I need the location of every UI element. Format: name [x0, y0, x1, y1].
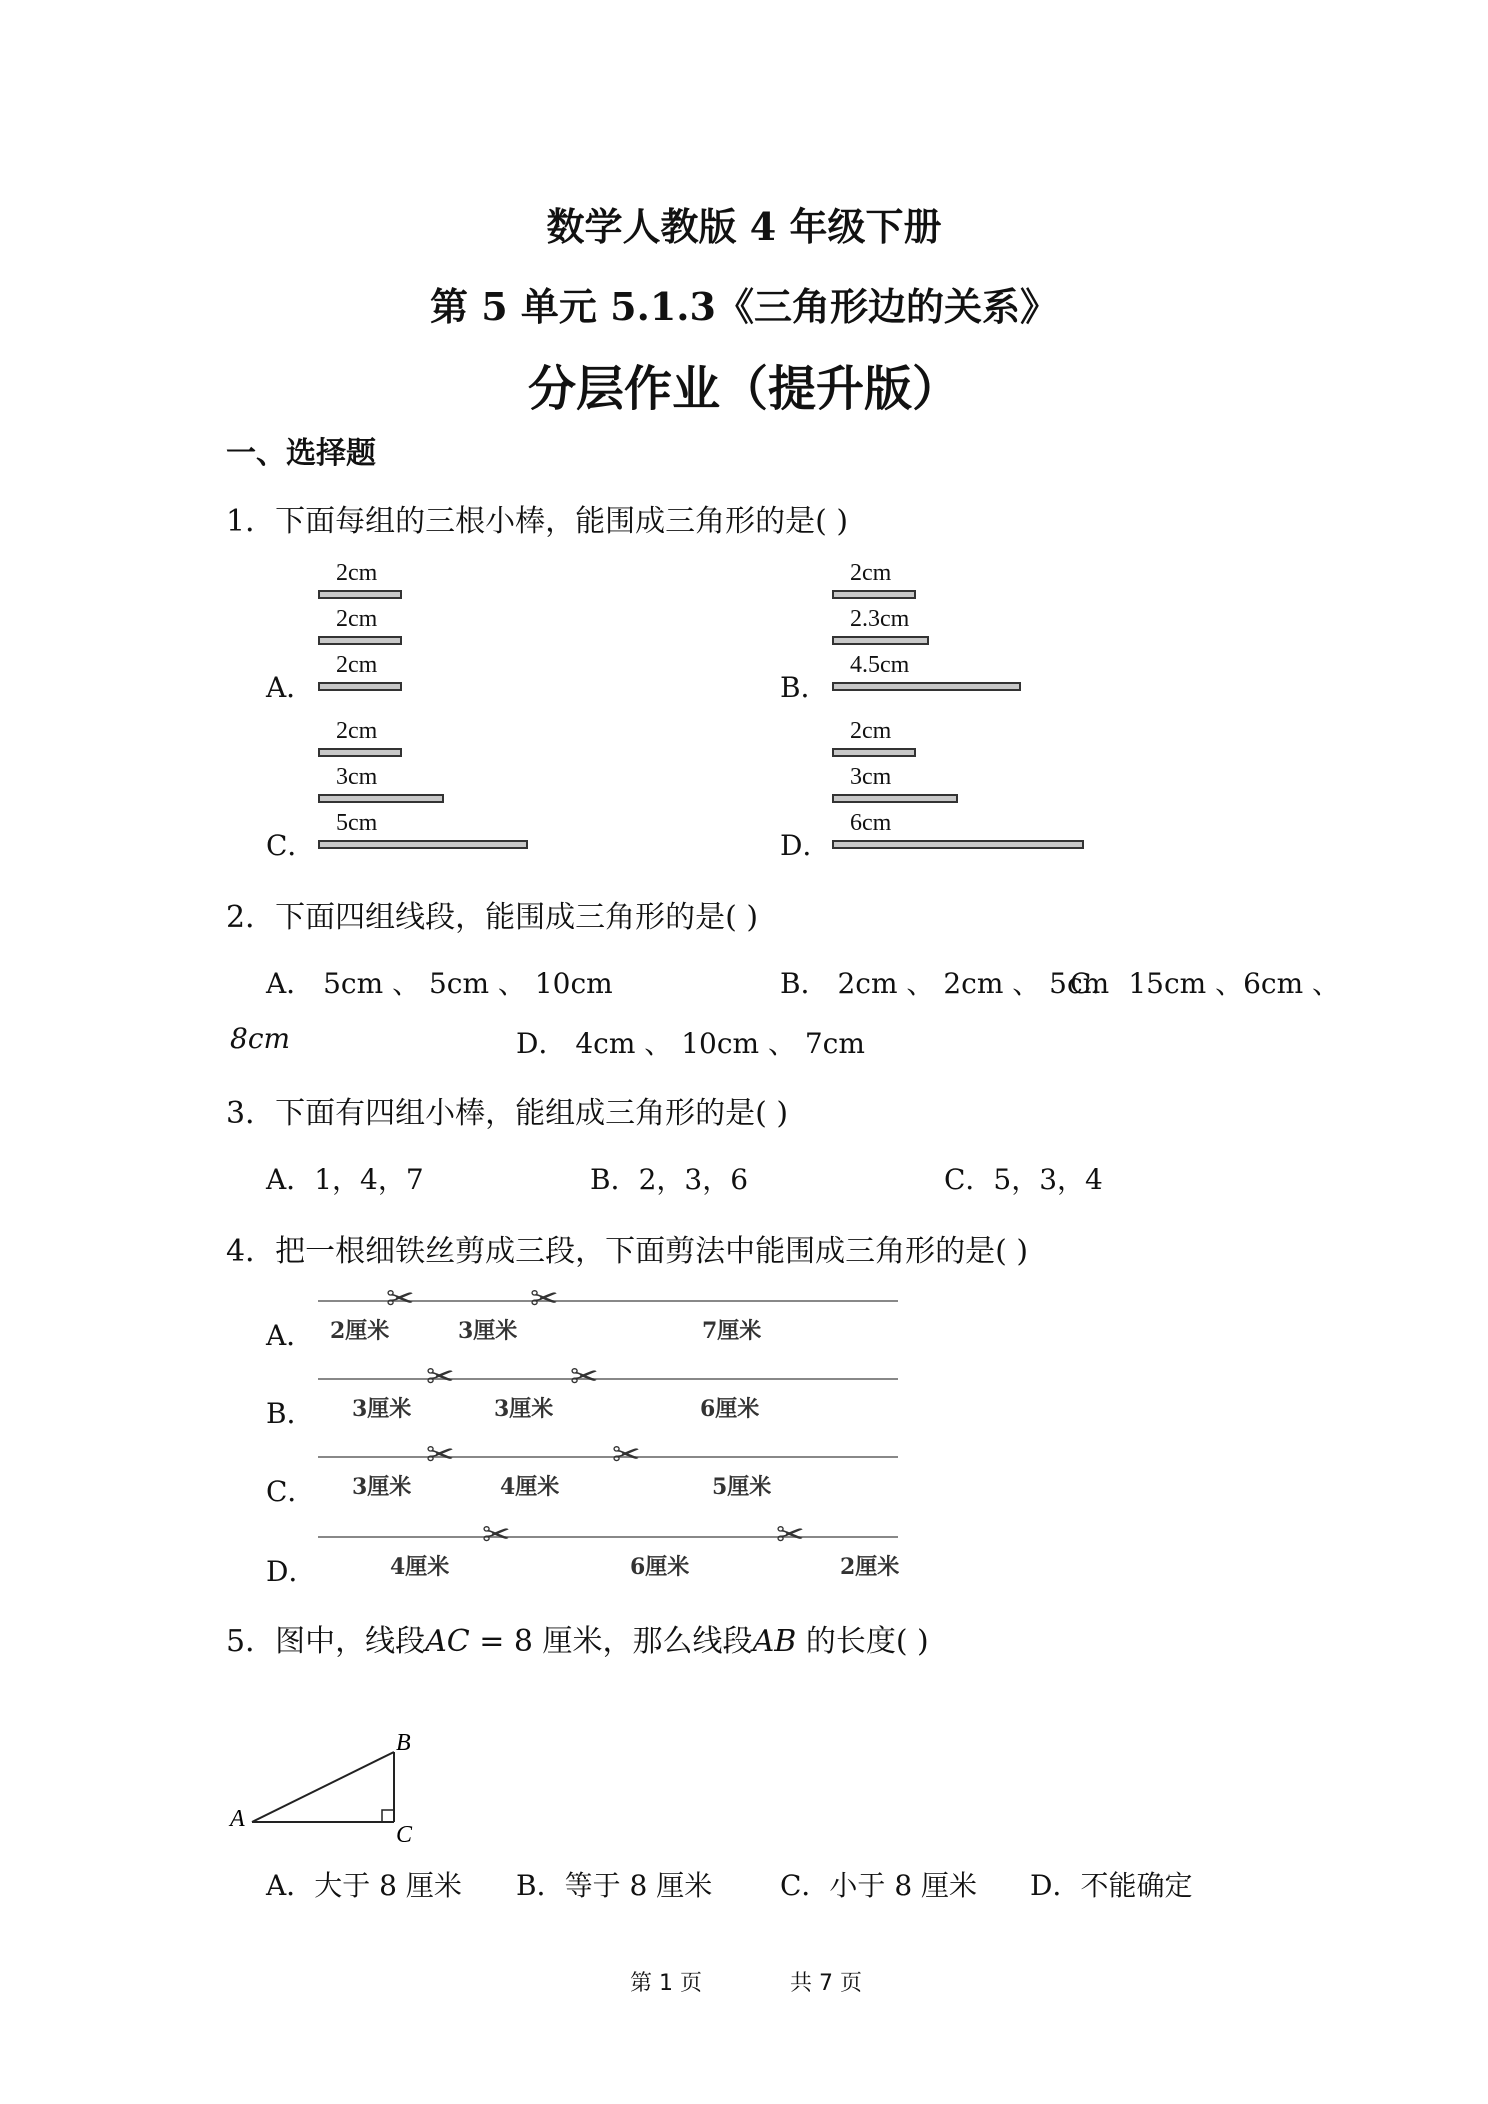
q4-segment-label: 5厘米: [712, 1474, 772, 1500]
q1-stick: [832, 682, 1021, 691]
title-line3: 分层作业（提升版）: [527, 361, 960, 417]
q5-stem-mid: = 8 厘米，那么线段: [469, 1624, 753, 1659]
q4-segment-label: 4厘米: [500, 1474, 560, 1500]
q4-option-letter: D．: [266, 1555, 317, 1588]
q1-stick: [318, 682, 402, 691]
q1-option-letter: B．: [780, 671, 829, 704]
q5-stem-ab: AB: [752, 1624, 797, 1659]
q1-stick-label: 3cm: [336, 764, 378, 790]
q2-option-a: A． 5cm 、 5cm 、 10cm: [266, 967, 613, 1000]
scissors-icon: ✂: [612, 1435, 641, 1475]
q1-stick: [832, 590, 916, 599]
q1-stick: [832, 748, 916, 757]
q4-option-letter: A．: [266, 1319, 315, 1352]
q4-segment-label: 3厘米: [458, 1318, 518, 1344]
q2-stem: 2．下面四组线段，能围成三角形的是( ): [226, 900, 759, 935]
q4-wire-line: [318, 1378, 898, 1380]
q5-stem: [226, 1616, 929, 1660]
q1-stick-label: 6cm: [850, 810, 892, 836]
q1-stick: [832, 840, 1084, 849]
q3-option-b: B．2，3，6: [590, 1163, 749, 1196]
q4-option-letter: C．: [266, 1475, 316, 1508]
q1-stick-label: 2cm: [336, 560, 378, 586]
q4-segment-label: 3厘米: [352, 1396, 412, 1422]
q5-label-c: C: [396, 1822, 413, 1848]
q1-stick: [318, 840, 528, 849]
q3-stem: 3．下面有四组小棒，能组成三角形的是( ): [226, 1096, 789, 1131]
q4-segment-label: 2厘米: [840, 1554, 900, 1580]
q4-wire-line: [318, 1456, 898, 1458]
q1-stem: 1．下面每组的三根小棒，能围成三角形的是( ): [226, 504, 849, 539]
scissors-icon: ✂: [482, 1515, 511, 1555]
q4-option-letter: B．: [266, 1397, 315, 1430]
q1-option-letter: C．: [266, 829, 316, 862]
q4-segment-label: 3厘米: [352, 1474, 412, 1500]
q4-segment-label: 3厘米: [494, 1396, 554, 1422]
q1-stick-label: 2cm: [850, 560, 892, 586]
q5-option-d: D．不能确定: [1030, 1869, 1193, 1902]
q4-segment-label: 4厘米: [390, 1554, 450, 1580]
q1-stick: [832, 636, 929, 645]
scissors-icon: ✂: [776, 1515, 805, 1555]
q2-option-b: B． 2cm 、 2cm 、 5cm: [780, 967, 1110, 1000]
scissors-icon: ✂: [426, 1357, 455, 1397]
q2-option-d: D． 4cm 、 10cm 、 7cm: [516, 1027, 865, 1060]
q4-wire-line: [318, 1536, 898, 1538]
footer-page-number: 第 1 页: [630, 1971, 702, 1996]
q5-label-a: A: [230, 1806, 245, 1832]
q1-stick-label: 2cm: [850, 718, 892, 744]
q1-stick-label: 2cm: [336, 652, 378, 678]
q1-stick: [832, 794, 958, 803]
q5-stem-post: 的长度( ): [796, 1624, 929, 1659]
q1-stick-label: 3cm: [850, 764, 892, 790]
q1-option-letter: A．: [266, 671, 315, 704]
q3-option-c: C．5，3，4: [944, 1163, 1103, 1196]
q2-option-c-cont: 8cm: [230, 1022, 291, 1055]
scissors-icon: ✂: [530, 1279, 559, 1319]
q1-stick: [318, 636, 402, 645]
q1-stick-label: 2cm: [336, 606, 378, 632]
q4-segment-label: 2厘米: [330, 1318, 390, 1344]
q1-stick: [318, 748, 402, 757]
scissors-icon: ✂: [426, 1435, 455, 1475]
q5-stem-pre: 5．图中，线段: [226, 1624, 426, 1659]
q1-option-letter: D．: [780, 829, 831, 862]
footer-page-total: 共 7 页: [790, 1971, 862, 1996]
q5-option-a: A．大于 8 厘米: [266, 1869, 462, 1902]
q5-option-b: B．等于 8 厘米: [516, 1869, 713, 1902]
q4-segment-label: 6厘米: [700, 1396, 760, 1422]
q1-stick: [318, 590, 402, 599]
q4-segment-label: 7厘米: [702, 1318, 762, 1344]
scissors-icon: ✂: [570, 1357, 599, 1397]
q1-stick-label: 5cm: [336, 810, 378, 836]
q3-option-a: A．1，4，7: [266, 1163, 424, 1196]
q1-stick-label: 2.3cm: [850, 606, 910, 632]
q1-stick: [318, 794, 444, 803]
q1-stick-label: 4.5cm: [850, 652, 910, 678]
q5-label-b: B: [396, 1730, 411, 1756]
q5-option-c: C．小于 8 厘米: [780, 1869, 978, 1902]
q4-stem: 4．把一根细铁丝剪成三段，下面剪法中能围成三角形的是( ): [226, 1234, 1029, 1269]
scissors-icon: ✂: [386, 1279, 415, 1319]
title-line2: 第 5 单元 5.1.3《三角形边的关系》: [430, 284, 1058, 329]
q4-segment-label: 6厘米: [630, 1554, 690, 1580]
section-heading: 一、选择题: [226, 436, 376, 471]
q2-option-c: C． 15cm 、6cm 、: [1070, 967, 1341, 1000]
title-line1: 数学人教版 4 年级下册: [546, 204, 942, 249]
q5-triangle-figure: [220, 1730, 440, 1850]
q1-stick-label: 2cm: [336, 718, 378, 744]
q5-stem-ac: AC: [425, 1624, 470, 1659]
